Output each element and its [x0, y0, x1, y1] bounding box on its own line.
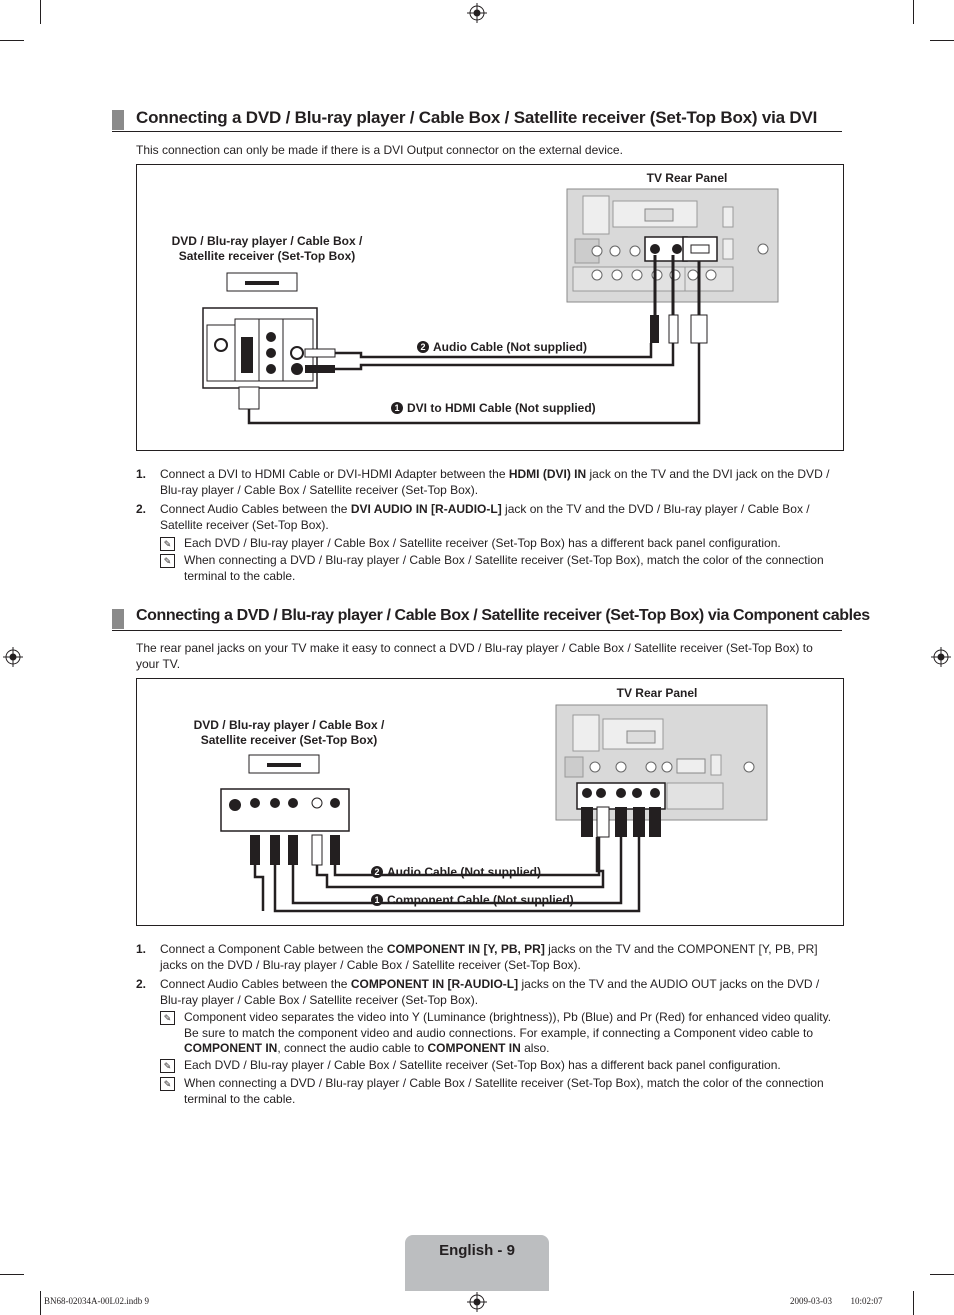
tv-rear-panel-label: TV Rear Panel	[646, 171, 728, 185]
step-2-badge-icon: 2	[371, 866, 383, 878]
dvi-connection-diagram	[136, 164, 844, 451]
crop-mark	[913, 1291, 914, 1315]
step-1: 1. Connect a DVI to HDMI Cable or DVI-HDMI Adapter between the HDMI (DVI) IN jack on the TV and the DVI jack on the DVD / Blu-ray player / Cable Box / Satellite receiver (Set-Top Box).	[136, 467, 830, 497]
step-2: 2. Connect Audio Cables between the COMPONENT IN [R-AUDIO-L] jacks on the TV and the AUDIO OUT jacks on the DVD / Blu-ray player / Cable Box / Satellite receiver (Set-Top Box).	[136, 977, 820, 1007]
note-pencil-icon: ✎	[160, 537, 175, 551]
registration-mark-icon	[3, 647, 23, 667]
device-label: DVD / Blu-ray player / Cable Box / Satellite receiver (Set-Top Box)	[171, 234, 363, 263]
section-rule	[112, 630, 842, 631]
section-rule	[112, 131, 842, 132]
crop-mark	[40, 0, 41, 24]
registration-mark-icon	[467, 3, 487, 23]
imprint-file: BN68-02034A-00L02.indb 9	[44, 1296, 149, 1306]
crop-mark	[0, 40, 24, 41]
registration-mark-icon	[931, 647, 951, 667]
step-2-badge-icon: 2	[417, 341, 429, 353]
tv-rear-panel-label: TV Rear Panel	[616, 686, 698, 700]
note: ✎ Each DVD / Blu-ray player / Cable Box / Satellite receiver (Set-Top Box) has a different back panel configuration.	[160, 1058, 842, 1074]
device-label: DVD / Blu-ray player / Cable Box / Satellite receiver (Set-Top Box)	[193, 718, 385, 747]
crop-mark	[0, 1274, 24, 1275]
note: ✎ When connecting a DVD / Blu-ray player / Cable Box / Satellite receiver (Set-Top Box), match the color of the connection terminal to the cable.	[160, 1076, 842, 1107]
audio-cable-label: 2 Audio Cable (Not supplied)	[371, 865, 541, 879]
section-title: Connecting a DVD / Blu-ray player / Cable Box / Satellite receiver (Set-Top Box) via DVI	[136, 108, 818, 127]
dvi-cable-label: 1 DVI to HDMI Cable (Not supplied)	[391, 401, 596, 415]
note-pencil-icon: ✎	[160, 554, 175, 568]
audio-cable-label: 2 Audio Cable (Not supplied)	[417, 340, 587, 354]
component-cable-label: 1 Component Cable (Not supplied)	[371, 893, 574, 907]
section-marker	[112, 110, 124, 130]
step-1-badge-icon: 1	[391, 402, 403, 414]
note: ✎ Each DVD / Blu-ray player / Cable Box / Satellite receiver (Set-Top Box) has a different back panel configuration.	[160, 536, 842, 552]
component-connection-diagram	[136, 678, 844, 926]
registration-mark-icon	[467, 1292, 487, 1312]
note: ✎ Component video separates the video into Y (Luminance (brightness)), Pb (Blue) and Pr (Red) for enhanced video quality. Be sure to match the component video and audio connections. For example, if connecting a Component video cable to COMPONENT IN, connect the audio cable to COMPONENT IN also.	[160, 1010, 842, 1057]
crop-mark	[913, 0, 914, 24]
section-intro: The rear panel jacks on your TV make it easy to connect a DVD / Blu-ray player / Cable Box / Satellite receiver (Set-Top Box) to your TV.	[136, 641, 813, 671]
section-marker	[112, 609, 124, 629]
note-pencil-icon: ✎	[160, 1077, 175, 1091]
section-title: Connecting a DVD / Blu-ray player / Cable Box / Satellite receiver (Set-Top Box) via Component cables	[136, 607, 870, 624]
imprint-timestamp: 2009-03-03    10:02:07	[790, 1296, 883, 1306]
page-number: English - 9	[439, 1242, 515, 1259]
section-intro: This connection can only be made if there is a DVI Output connector on the external device.	[136, 143, 623, 157]
crop-mark	[930, 1274, 954, 1275]
step-2: 2. Connect Audio Cables between the DVI AUDIO IN [R-AUDIO-L] jack on the TV and the DVD / Blu-ray player / Cable Box / Satellite receiver (Set-Top Box).	[136, 502, 810, 532]
note-pencil-icon: ✎	[160, 1011, 175, 1025]
step-1-badge-icon: 1	[371, 894, 383, 906]
step-1: 1. Connect a Component Cable between the COMPONENT IN [Y, PB, PR] jacks on the TV and the COMPONENT [Y, PB, PR] jacks on the DVD / Blu-ray player / Cable Box / Satellite receiver (Set-Top Box).	[136, 942, 818, 972]
note: ✎ When connecting a DVD / Blu-ray player / Cable Box / Satellite receiver (Set-Top Box), match the color of the connection terminal to the cable.	[160, 553, 842, 584]
crop-mark	[40, 1291, 41, 1315]
component-wiring-illustration	[137, 679, 843, 925]
note-pencil-icon: ✎	[160, 1059, 175, 1073]
crop-mark	[930, 40, 954, 41]
